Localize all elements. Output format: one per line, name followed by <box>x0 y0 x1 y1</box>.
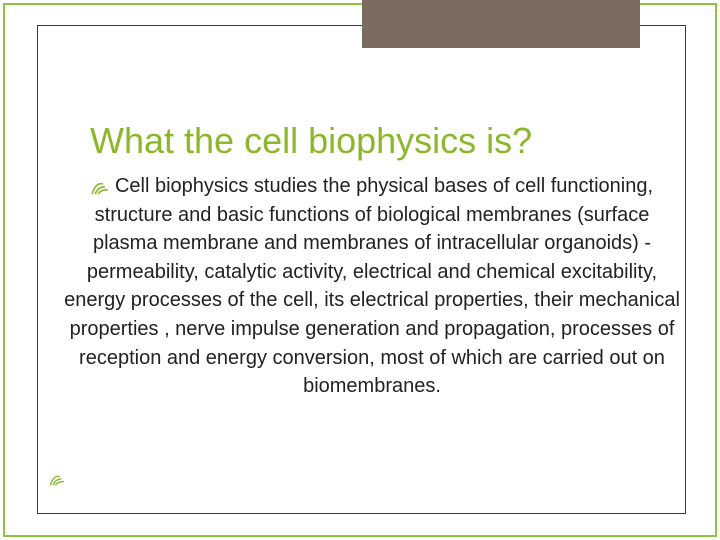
slide-body-text <box>62 172 682 401</box>
slide-title: What the cell biophysics is? <box>90 120 533 161</box>
top-accent-bar <box>362 0 640 48</box>
wave-bullet-icon <box>49 474 67 486</box>
body-paragraph: Cell biophysics studies the physical bases of cell functioning, structure and basic functions of biological membranes (surface plasma membrane and membranes of intracellular organoids) - permeability, catalytic activity, electrical and chemical excitability, energy processes of the cell, its electrical properties, their mechanical properties , nerve impulse generation and propagation, processes of reception and energy conversion, most of which are carried out on biomembranes. <box>64 175 680 398</box>
